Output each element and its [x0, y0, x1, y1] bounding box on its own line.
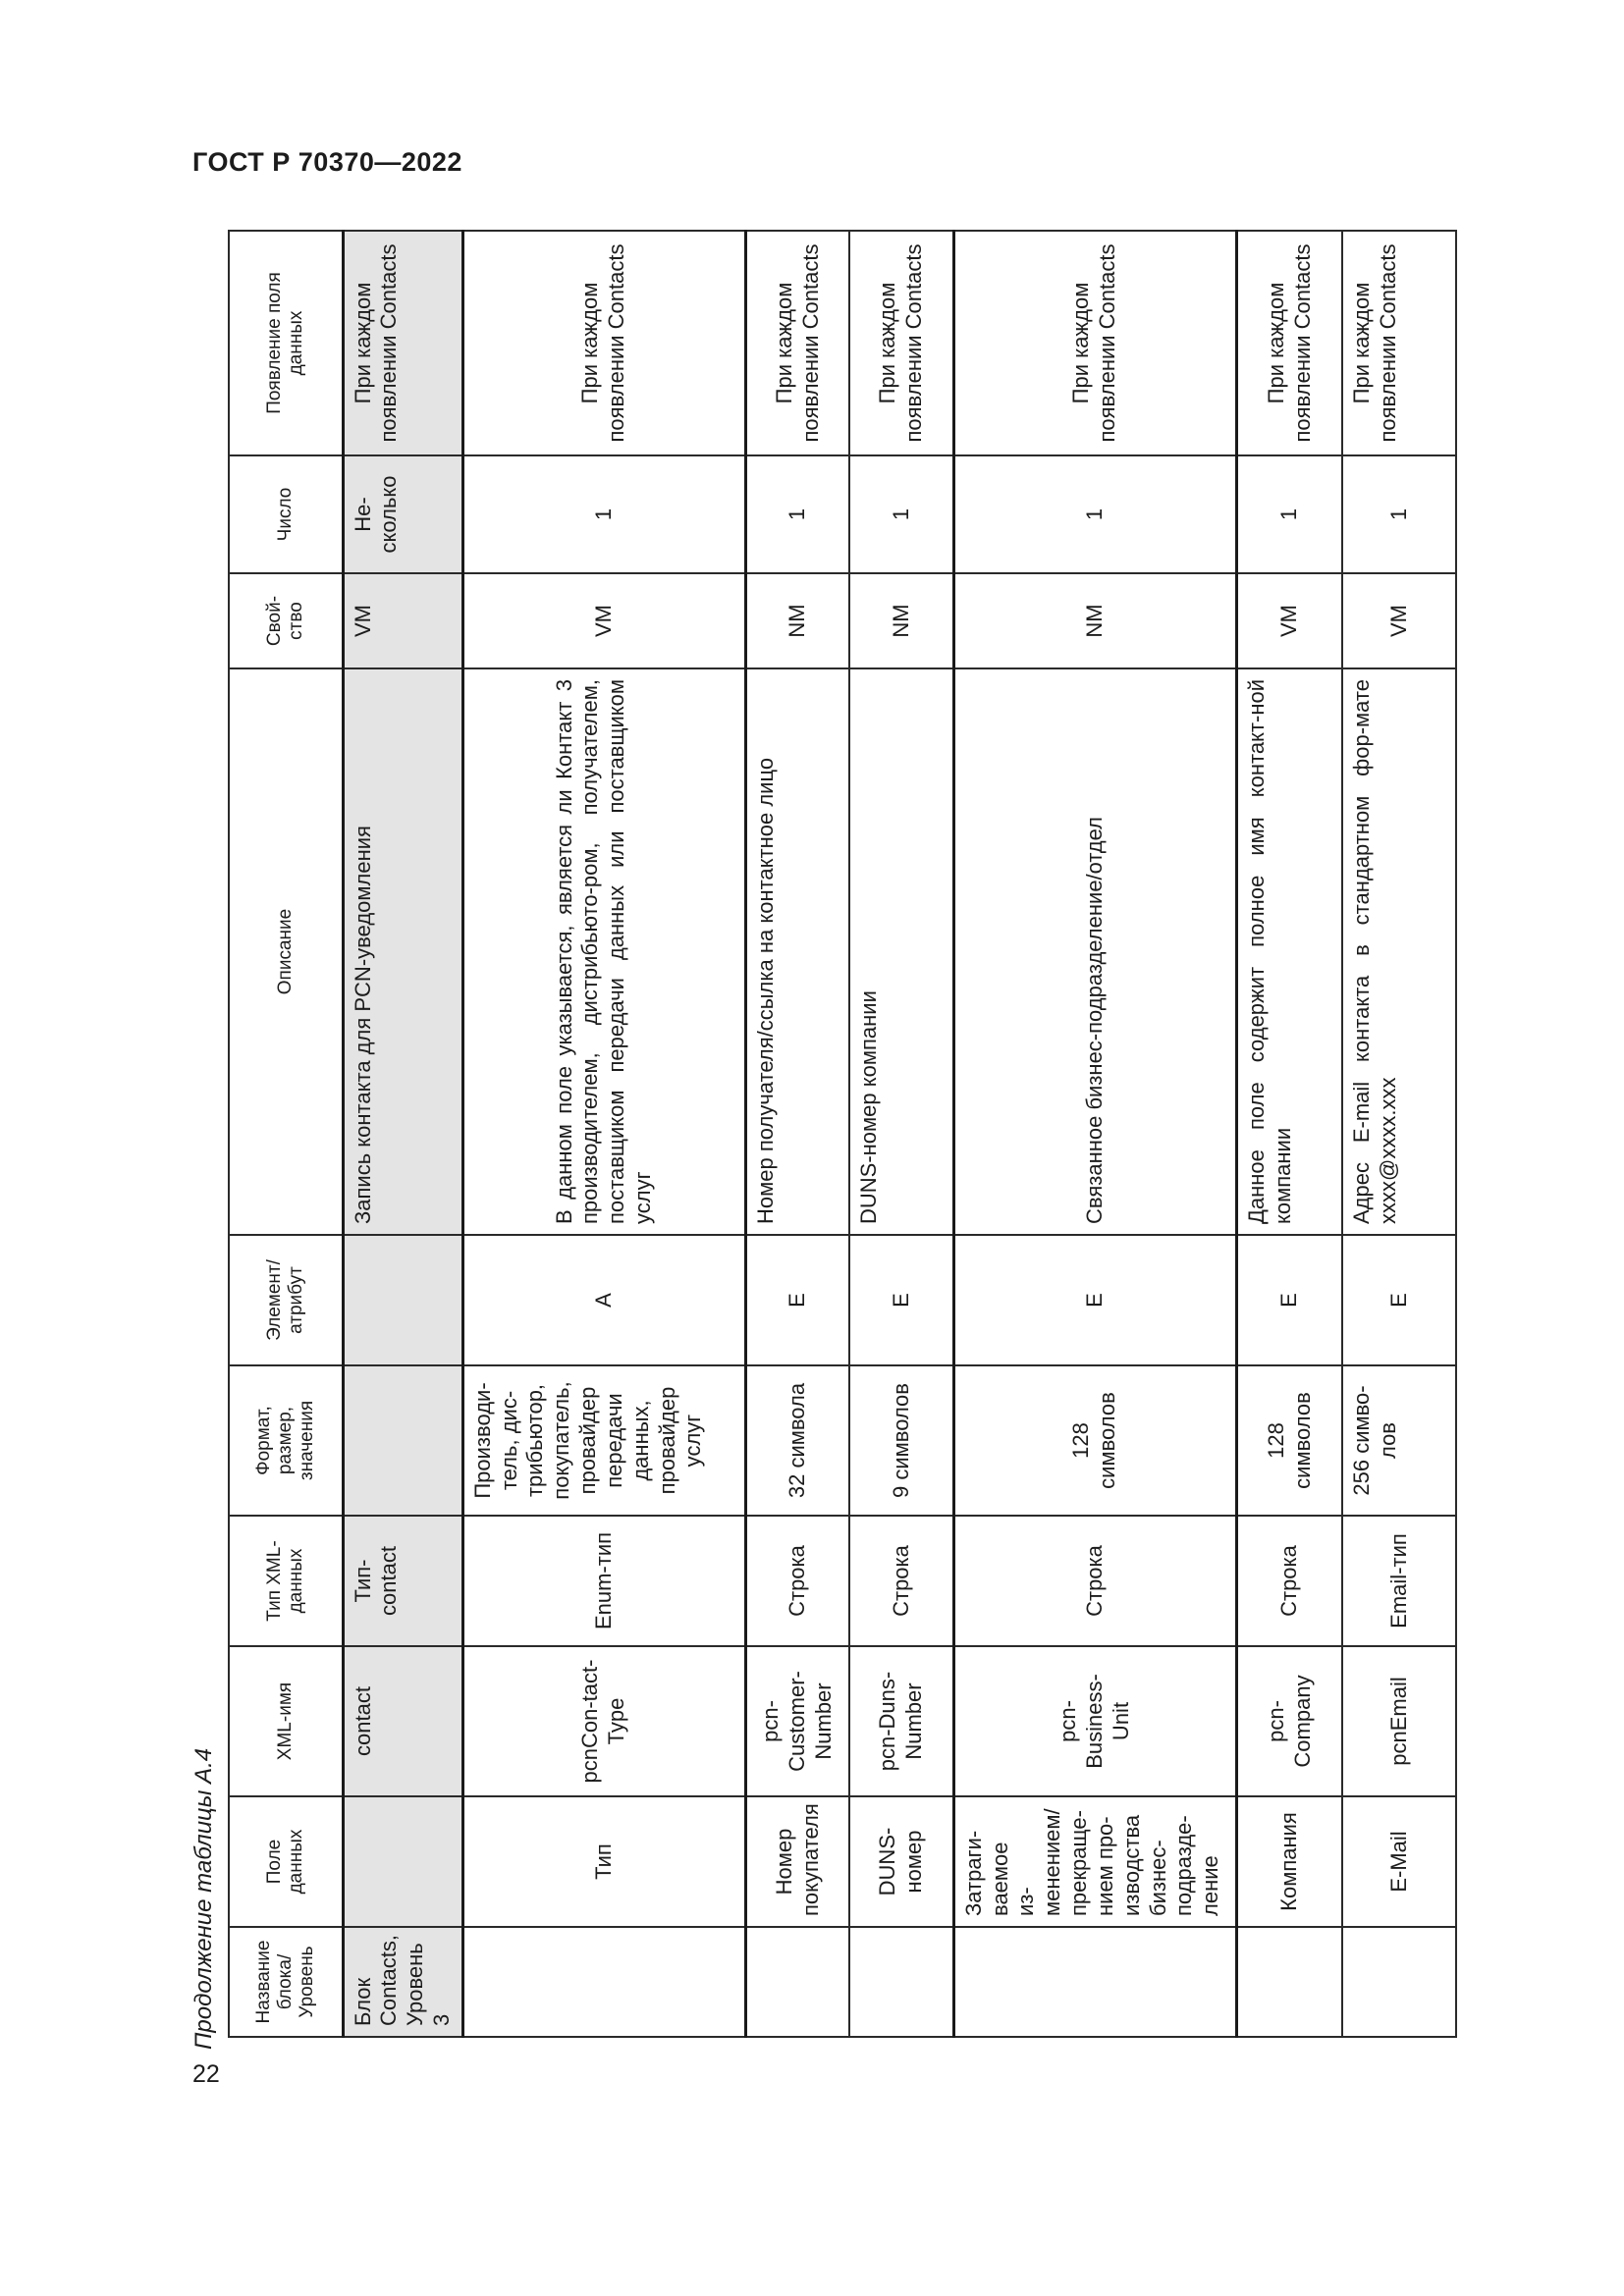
header-cell: Свой-ство	[229, 573, 343, 668]
field-cell	[343, 1796, 462, 1927]
block-cell	[953, 1927, 1236, 2037]
xml-name-cell: pcn-Business-Unit	[953, 1646, 1236, 1796]
header-cell: Элемент/ атрибут	[229, 1235, 343, 1365]
header-cell: Число	[229, 455, 343, 573]
count-cell: 1	[462, 455, 745, 573]
xml-type-cell: Enum-тип	[462, 1516, 745, 1646]
block-cell	[745, 1927, 849, 2037]
field-cell: E-Mail	[1342, 1796, 1456, 1927]
block-cell: Блок Contacts, Уровень 3	[343, 1927, 462, 2037]
field-cell: Номер покупателя	[745, 1796, 849, 1927]
count-cell: 1	[953, 455, 1236, 573]
element-cell: E	[953, 1235, 1236, 1365]
description-cell: Связанное бизнес-подразделение/отдел	[953, 668, 1236, 1235]
element-cell: E	[849, 1235, 953, 1365]
count-cell: 1	[849, 455, 953, 573]
format-cell: 128 символов	[1236, 1365, 1342, 1516]
rotated-table-container	[228, 232, 1443, 2038]
header-cell: Появление поля данных	[229, 231, 343, 455]
format-cell: 128 символов	[953, 1365, 1236, 1516]
property-cell: NM	[745, 573, 849, 668]
specification-table	[228, 230, 1457, 2038]
block-cell	[849, 1927, 953, 2037]
property-cell: VM	[343, 573, 462, 668]
element-cell	[343, 1235, 462, 1365]
field-cell: Тип	[462, 1796, 745, 1927]
table-row	[462, 231, 745, 2037]
occurrence-cell: При каждом появлении Contacts	[1236, 231, 1342, 455]
xml-type-cell: Строка	[745, 1516, 849, 1646]
document-title: ГОСТ Р 70370—2022	[192, 147, 462, 177]
count-cell: 1	[1342, 455, 1456, 573]
count-cell: Не-сколько	[343, 455, 462, 573]
xml-type-cell: Email-тип	[1342, 1516, 1456, 1646]
description-cell: Номер получателя/ссылка на контактное лицо	[745, 668, 849, 1235]
block-cell	[1236, 1927, 1342, 2037]
occurrence-cell: При каждом появлении Contacts	[462, 231, 745, 455]
format-cell: 32 символа	[745, 1365, 849, 1516]
xml-type-cell: Строка	[953, 1516, 1236, 1646]
count-cell: 1	[745, 455, 849, 573]
field-cell: Компания	[1236, 1796, 1342, 1927]
property-cell: NM	[953, 573, 1236, 668]
table-row	[745, 231, 849, 2037]
table-row	[849, 231, 953, 2037]
count-cell: 1	[1236, 455, 1342, 573]
occurrence-cell: При каждом появлении Contacts	[849, 231, 953, 455]
occurrence-cell: При каждом появлении Contacts	[953, 231, 1236, 455]
header-cell: XML-имя	[229, 1646, 343, 1796]
xml-name-cell: contact	[343, 1646, 462, 1796]
table-row	[343, 231, 462, 2037]
element-cell: E	[1236, 1235, 1342, 1365]
occurrence-cell: При каждом появлении Contacts	[745, 231, 849, 455]
description-cell: Адрес E-mail контакта в стандартном фор-мате xxxx@xxxx.xxx	[1342, 668, 1456, 1235]
xml-name-cell: pcn-Customer-Number	[745, 1646, 849, 1796]
property-cell: NM	[849, 573, 953, 668]
block-cell	[462, 1927, 745, 2037]
block-cell	[1342, 1927, 1456, 2037]
xml-type-cell: Строка	[849, 1516, 953, 1646]
format-cell: 9 символов	[849, 1365, 953, 1516]
header-cell: Формат, размер, значения	[229, 1365, 343, 1516]
page-number: 22	[192, 2060, 220, 2088]
header-cell: Тип XML-данных	[229, 1516, 343, 1646]
xml-type-cell: Тип-contact	[343, 1516, 462, 1646]
description-cell: В данном поле указывается, является ли Контакт 3 производителем, дистрибьюто-ром, получателем, поставщиком передачи данных или поставщиком услуг	[462, 668, 745, 1235]
header-cell: Название блока/ Уровень	[229, 1927, 343, 2037]
description-cell: DUNS-номер компании	[849, 668, 953, 1235]
element-cell: A	[462, 1235, 745, 1365]
header-cell: Поле данных	[229, 1796, 343, 1927]
table-row	[953, 231, 1236, 2037]
xml-name-cell: pcn-Duns-Number	[849, 1646, 953, 1796]
xml-type-cell: Строка	[1236, 1516, 1342, 1646]
xml-name-cell: pcn-Company	[1236, 1646, 1342, 1796]
xml-name-cell: pcnCon-tact-Type	[462, 1646, 745, 1796]
property-cell: VM	[1342, 573, 1456, 668]
table-row	[1342, 231, 1456, 2037]
element-cell: E	[745, 1235, 849, 1365]
format-cell: Производи-тель, дис-трибьютор, покупатель, провайдер передачи данных, провайдер услуг	[462, 1365, 745, 1516]
element-cell: E	[1342, 1235, 1456, 1365]
occurrence-cell: При каждом появлении Contacts	[1342, 231, 1456, 455]
field-cell: DUNS-номер	[849, 1796, 953, 1927]
description-cell: Запись контакта для PCN-уведомления	[343, 668, 462, 1235]
header-row	[229, 231, 343, 2037]
header-cell: Описание	[229, 668, 343, 1235]
property-cell: VM	[1236, 573, 1342, 668]
description-cell: Данное поле содержит полное имя контакт-ной компании	[1236, 668, 1342, 1235]
table-caption: Продолжение таблицы А.4	[190, 1747, 217, 2050]
occurrence-cell: При каждом появлении Contacts	[343, 231, 462, 455]
xml-name-cell: pcnEmail	[1342, 1646, 1456, 1796]
property-cell: VM	[462, 573, 745, 668]
field-cell: Затраги-ваемое из-менением/ прекраще-нием про-изводства бизнес-подразде-ление	[953, 1796, 1236, 1927]
table-row	[1236, 231, 1342, 2037]
format-cell: 256 симво-лов	[1342, 1365, 1456, 1516]
format-cell	[343, 1365, 462, 1516]
